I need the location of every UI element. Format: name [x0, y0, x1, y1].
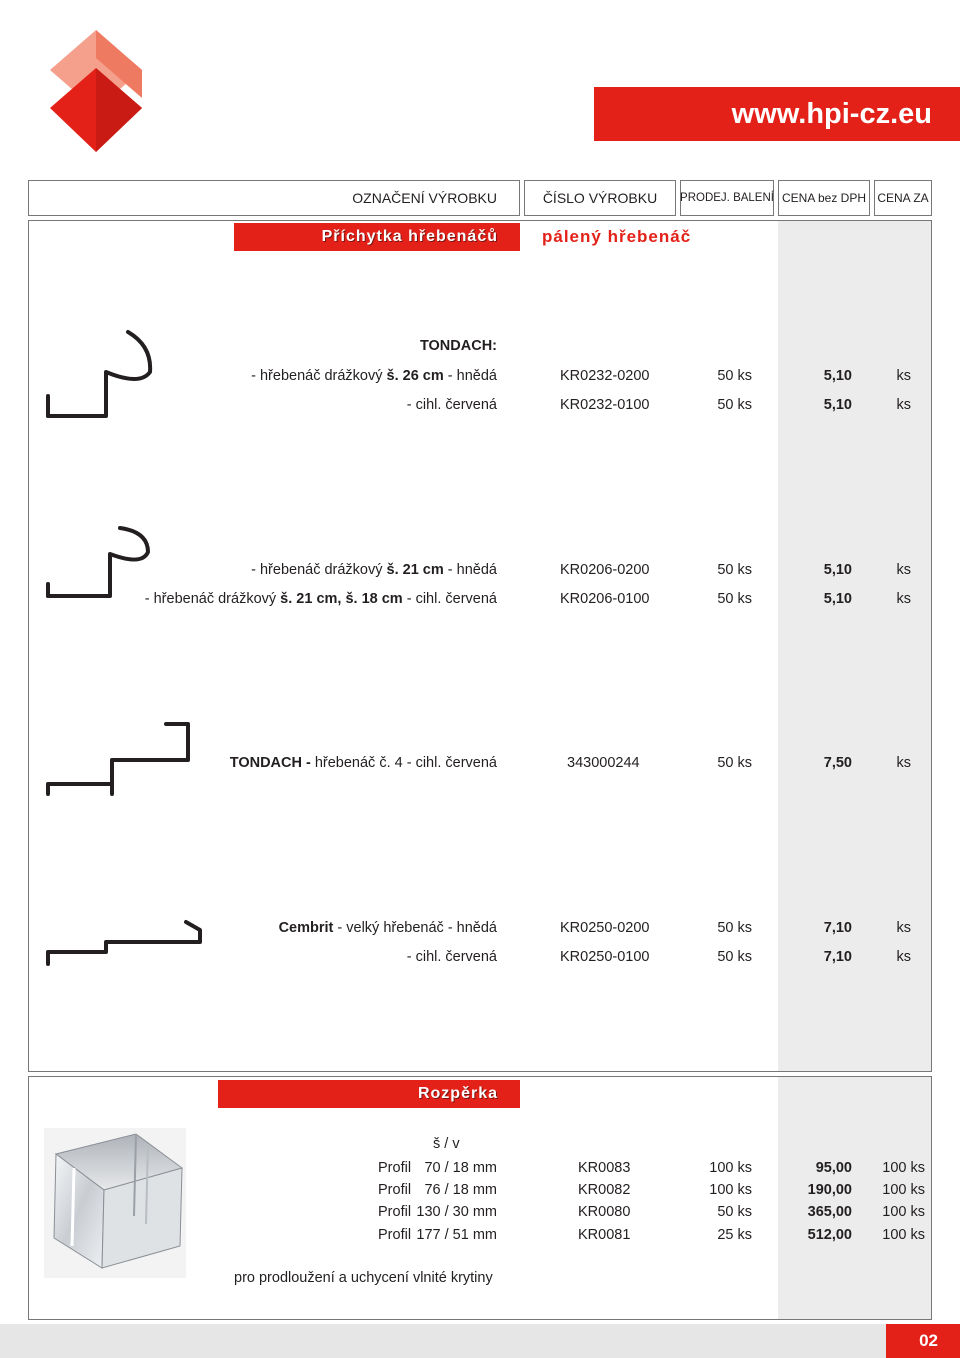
row-price: 7,50 — [823, 755, 852, 771]
row-price: 512,00 — [807, 1227, 852, 1243]
section1-subtitle: pálený hřebenáč — [542, 227, 692, 246]
section2-title: Rozpěrka — [417, 1085, 498, 1102]
row-name-prefix: - hřebenáč drážkový — [251, 368, 387, 384]
row-name — [230, 753, 497, 773]
row-code: KR0232-0200 — [560, 368, 650, 384]
row-per: ks — [896, 755, 911, 771]
header-name-label: OZNAČENÍ VÝROBKU — [352, 190, 497, 206]
row-name-bold: Cembrit — [278, 920, 334, 936]
page-number-box — [886, 1324, 960, 1358]
header-per-label: CENA ZA — [877, 191, 929, 205]
row-price: 5,10 — [823, 562, 852, 578]
row-profile-label: Profil — [378, 1182, 412, 1198]
row-dims: 130 / 30 mm — [416, 1204, 497, 1220]
table-row — [0, 1158, 960, 1178]
row-name-prefix: - hřebenáč drážkový — [144, 591, 281, 607]
row-profile-label: Profil — [378, 1204, 412, 1220]
row-profile-label: Profil — [378, 1160, 412, 1176]
section1-title-banner — [234, 223, 520, 251]
row-per: ks — [896, 949, 911, 965]
price-column-bg — [778, 221, 931, 1071]
row-code: 343000244 — [567, 755, 640, 771]
table-row — [0, 560, 960, 580]
row-code: KR0206-0200 — [560, 562, 650, 578]
header-pack — [680, 180, 774, 216]
row-name-suffix: - hnědá — [443, 368, 497, 384]
row-price: 5,10 — [823, 591, 852, 607]
table-row — [0, 1180, 960, 1200]
row-code: KR0080 — [578, 1204, 631, 1220]
row-price: 7,10 — [823, 920, 852, 936]
website-url[interactable]: www.hpi-cz.eu — [731, 97, 932, 130]
page-number: 02 — [919, 1331, 938, 1350]
row-code: KR0206-0100 — [560, 591, 650, 607]
row-per: 100 ks — [882, 1204, 925, 1220]
header-code-label: ČÍSLO VÝROBKU — [542, 190, 658, 206]
row-price: 365,00 — [807, 1204, 852, 1220]
table-row — [0, 589, 960, 609]
header-name — [28, 180, 520, 216]
row-name-bold: TONDACH - — [229, 755, 311, 771]
row-profile-label: Profil — [378, 1227, 412, 1243]
row-pack: 50 ks — [717, 591, 752, 607]
row-dims: 70 / 18 mm — [424, 1160, 497, 1176]
row-pack: 100 ks — [709, 1182, 752, 1198]
section2-note: pro prodloužení a uchycení vlnité krytiny — [234, 1270, 493, 1286]
row-code: KR0232-0100 — [560, 397, 650, 413]
row-pack: 50 ks — [717, 1204, 752, 1220]
row-pack: 50 ks — [717, 949, 752, 965]
header-pack-label: PRODEJ. BALENÍ — [680, 192, 774, 204]
row-name — [145, 589, 497, 609]
row-per: 100 ks — [882, 1160, 925, 1176]
row-pack: 50 ks — [717, 368, 752, 384]
section2-title-banner — [218, 1080, 520, 1108]
row-pack: 25 ks — [717, 1227, 752, 1243]
row-pack: 50 ks — [717, 755, 752, 771]
header-per — [874, 180, 932, 216]
row-name-prefix: - cihl. červená — [406, 397, 497, 413]
row-name — [407, 395, 497, 415]
row-price: 7,10 — [823, 949, 852, 965]
row-price: 95,00 — [815, 1160, 852, 1176]
row-pack: 50 ks — [717, 920, 752, 936]
row-per: ks — [896, 368, 911, 384]
table-row — [0, 947, 960, 967]
row-name-prefix: - cihl. červená — [406, 949, 497, 965]
footer-bar — [0, 1324, 960, 1358]
row-per: 100 ks — [882, 1182, 925, 1198]
header-price-label: CENA bez DPH — [781, 191, 867, 205]
row-code: KR0083 — [578, 1160, 631, 1176]
section1-title: Příchytka hřebenáčů — [321, 228, 498, 245]
url-banner — [594, 87, 960, 141]
row-name-prefix: - hřebenáč drážkový — [251, 562, 387, 578]
row-name-bold: š. 26 cm — [386, 368, 444, 384]
row-code: KR0250-0200 — [560, 920, 650, 936]
row-name — [279, 918, 497, 938]
dims-label: š / v — [433, 1136, 460, 1152]
table-row — [0, 753, 960, 773]
row-price: 190,00 — [807, 1182, 852, 1198]
row-pack: 50 ks — [717, 562, 752, 578]
table-row — [0, 395, 960, 415]
row-per: 100 ks — [882, 1227, 925, 1243]
row-name-suffix: - hnědá — [443, 562, 497, 578]
table-row — [0, 1225, 960, 1245]
row-code: KR0081 — [578, 1227, 631, 1243]
row-name-bold: š. 21 cm — [386, 562, 444, 578]
table-row — [0, 366, 960, 386]
header-price — [778, 180, 870, 216]
row-name — [407, 947, 497, 967]
group-heading-tondach: TONDACH: — [419, 338, 497, 354]
row-price: 5,10 — [823, 397, 852, 413]
row-per: ks — [896, 562, 911, 578]
row-per: ks — [896, 397, 911, 413]
company-logo — [48, 28, 144, 154]
row-name-suffix: hřebenáč č. 4 - cihl. červená — [310, 755, 497, 771]
row-price: 5,10 — [823, 368, 852, 384]
header-code — [524, 180, 676, 216]
row-name-bold: š. 21 cm, š. 18 cm — [280, 591, 403, 607]
row-code: KR0082 — [578, 1182, 631, 1198]
row-name — [251, 560, 497, 580]
row-per: ks — [896, 591, 911, 607]
row-dims: 76 / 18 mm — [424, 1182, 497, 1198]
row-per: ks — [896, 920, 911, 936]
row-name-suffix: - velký hřebenáč - hnědá — [333, 920, 497, 936]
row-code: KR0250-0100 — [560, 949, 650, 965]
table-row — [0, 918, 960, 938]
row-dims: 177 / 51 mm — [416, 1227, 497, 1243]
row-name-suffix: - cihl. červená — [402, 591, 497, 607]
row-pack: 100 ks — [709, 1160, 752, 1176]
row-pack: 50 ks — [717, 397, 752, 413]
table-row — [0, 1202, 960, 1222]
row-name — [251, 366, 497, 386]
